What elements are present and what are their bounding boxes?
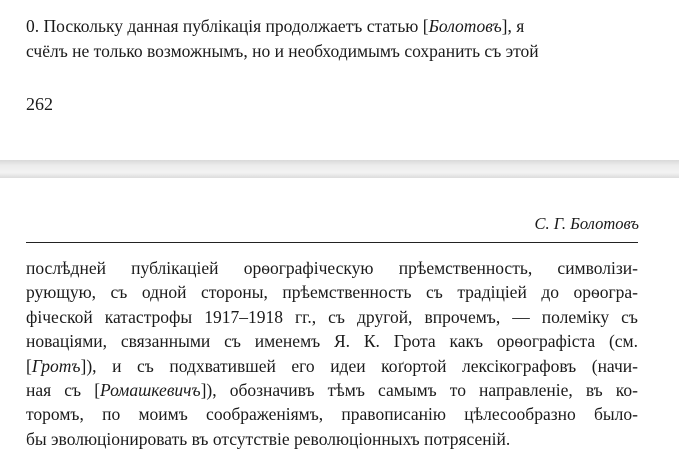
citation-reference: Ромашкевичъ	[100, 380, 201, 401]
running-head-author: С. Г. Болотовъ	[534, 214, 639, 233]
text-line: фіческой катастрофы 1917–1918 гг., съ другой, впрочемъ, — полеміку съ	[26, 306, 638, 327]
text-line: рующую, съ одной стороны, прѣемственность съ традіціей до орѳогра-	[26, 282, 638, 303]
page-number: 262	[26, 94, 53, 114]
text-line: бы эволюціонировать въ отсутствіе революціонныхъ потрясеній.	[26, 428, 511, 449]
text-line: послѣдней публікаціей орѳографіческую прѣемственность, символізи-	[26, 258, 638, 278]
text-line: ная съ [Ромашкевичъ]), обозначивъ тѣмъ самымъ то направленіе, въ ко-	[26, 380, 638, 401]
header-rule	[26, 242, 638, 243]
body-paragraph	[26, 256, 638, 451]
text-line: [Гротъ]), и съ подхватившей его идеи коґортой лексікографовъ (начи-	[26, 355, 638, 376]
text-line: 0. Поскольку данная публікація продолжаетъ статью [Болотовъ], я	[26, 16, 525, 36]
text-line: новаціями, связанными съ именемъ Я. К. Грота какъ орѳографіста (см.	[26, 331, 638, 352]
page-separator	[0, 160, 679, 178]
current-page	[0, 178, 679, 460]
previous-page-text	[26, 14, 638, 64]
text-line: счёлъ не только возможнымъ, но и необходимымъ сохранить съ этой	[26, 41, 539, 61]
citation-reference: Болотовъ	[428, 16, 502, 36]
text-line: торомъ, по моимъ соображеніямъ, правописанію цѣлесообразно было-	[26, 404, 638, 425]
previous-page-fragment	[0, 0, 679, 160]
citation-reference: Гротъ	[31, 355, 81, 376]
